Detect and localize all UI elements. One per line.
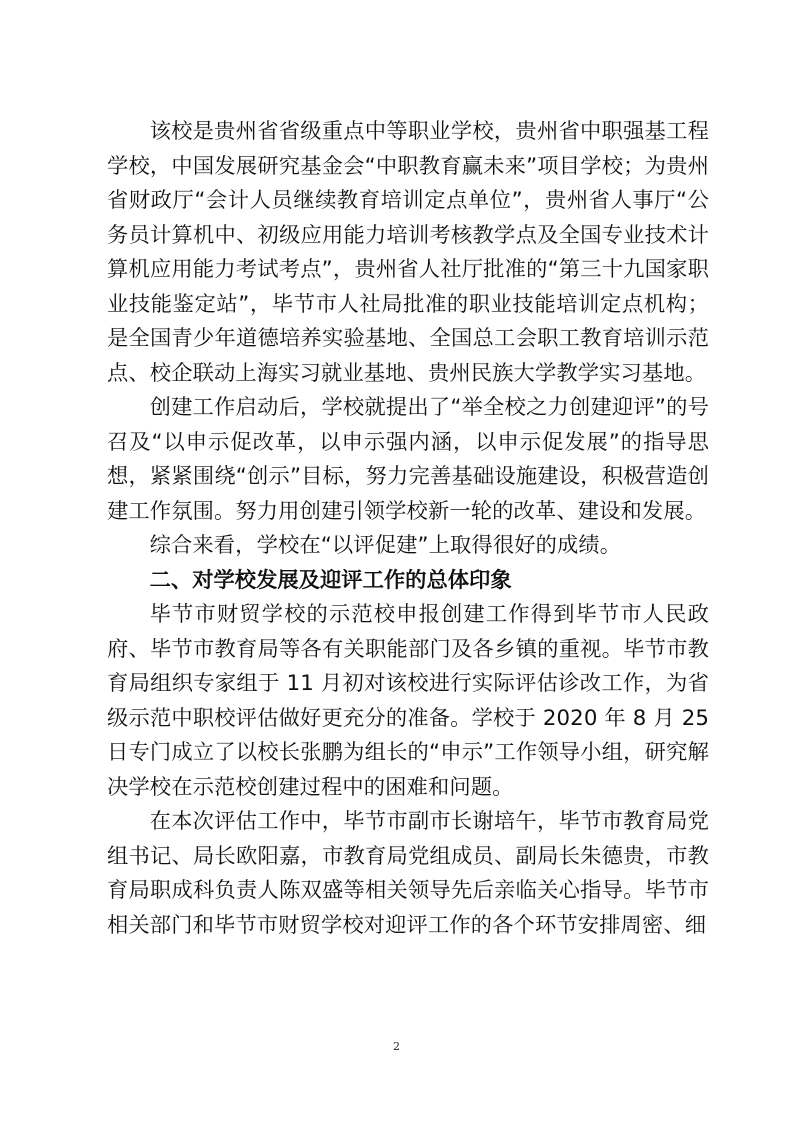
paragraph-launch: 创建工作启动后，学校就提出了“举全校之力创建迎评”的号召及“以申示促改革，以申示强内涵，以申示促发展”的指导思想，紧紧围绕“创示”目标，努力完善基础设施建设，积极营造创建工作氛围。努力用创建引领学校新一轮的改革、建设和发展。 [107,395,709,524]
page-number: 2 [393,1040,400,1053]
document-body [107,115,709,943]
paragraph-application: 毕节市财贸学校的示范校申报创建工作得到毕节市人民政府、毕节市教育局等各有关职能部门及各乡镇的重视。毕节市教育局组织专家组于 11 月初对该校进行实际评估诊改工作，为省级示范中职校评估做好更充分的准备。学校于 2020 年 8 月 25 日专门成立了以校长张鹏为组长的“申示”工作领导小组，研究解决学校在示范校创建过程中的困难和问题。 [107,602,709,800]
section-heading: 二、对学校发展及迎评工作的总体印象 [149,567,512,593]
paragraph-evaluation: 在本次评估工作中，毕节市副市长谢培午，毕节市教育局党组书记、局长欧阳嘉，市教育局党组成员、副局长朱德贵，市教育局职成科负责人陈双盛等相关领导先后亲临关心指导。毕节市相关部门和毕节市财贸学校对迎评工作的各个环节安排周密、细 [107,809,709,938]
paragraph-school-profile: 该校是贵州省省级重点中等职业学校，贵州省中职强基工程学校，中国发展研究基金会“中职教育赢未来”项目学校；为贵州省财政厅“会计人员继续教育培训定点单位”，贵州省人事厅“公务员计算机中、初级应用能力培训考核教学点及全国专业技术计算机应用能力考试考点”，贵州省人社厅批准的“第三十九国家职业技能鉴定站”，毕节市人社局批准的职业技能培训定点机构；是全国青少年道德培养实验基地、全国总工会职工教育培训示范点、校企联动上海实习就业基地、贵州民族大学教学实习基地。 [107,119,709,386]
paragraph-summary: 综合来看，学校在“以评促建”上取得很好的成绩。 [149,533,622,558]
